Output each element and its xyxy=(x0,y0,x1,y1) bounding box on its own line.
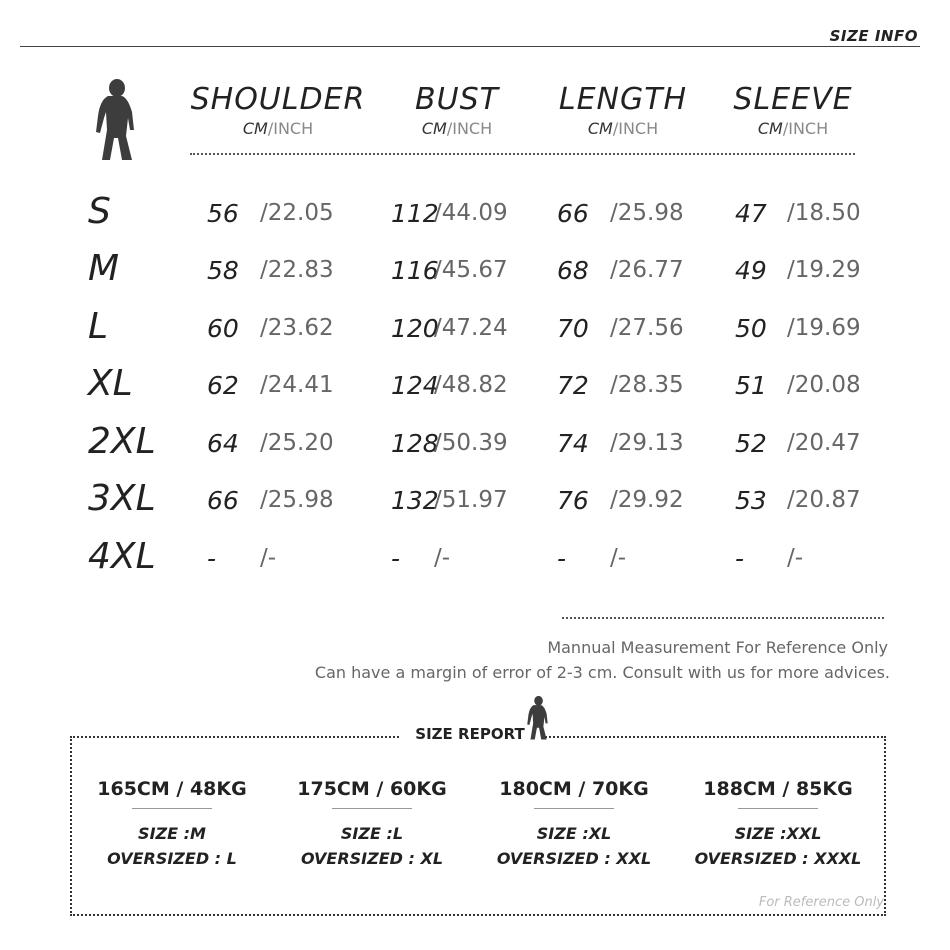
card-divider xyxy=(738,808,818,809)
size-label: S xyxy=(88,191,111,232)
human-silhouette-icon xyxy=(524,694,552,742)
inch-value: /48.82 xyxy=(434,372,508,398)
inch-value: /- xyxy=(610,545,627,571)
human-silhouette-icon xyxy=(90,78,142,162)
inch-value: /20.47 xyxy=(787,430,861,456)
cm-value: 52 xyxy=(735,429,767,458)
size-label: XL xyxy=(88,363,133,404)
cm-value: 50 xyxy=(735,314,767,343)
cm-value: 47 xyxy=(735,199,767,228)
size-report-card xyxy=(688,778,868,871)
oversized-size: OVERSIZED : XXXL xyxy=(694,849,862,868)
recommended-size: SIZE :XL xyxy=(536,824,612,843)
height-weight: 165CM / 48KG xyxy=(97,778,247,800)
oversized-size: OVERSIZED : XXL xyxy=(496,849,652,868)
inch-value: /24.41 xyxy=(260,372,334,398)
inch-value: /22.05 xyxy=(260,200,334,226)
size-report-card xyxy=(282,778,462,871)
column-header-shoulder xyxy=(183,82,373,138)
inch-value: /27.56 xyxy=(610,315,684,341)
inch-value: /19.29 xyxy=(787,257,861,283)
cm-value: 58 xyxy=(207,256,239,285)
inch-value: /23.62 xyxy=(260,315,334,341)
inch-value: /25.98 xyxy=(610,200,684,226)
cm-value: 60 xyxy=(207,314,239,343)
cm-value: - xyxy=(207,544,217,573)
measurement-note: Mannual Measurement For Reference Only xyxy=(547,638,888,657)
cm-value: 116 xyxy=(391,256,439,285)
size-label: 4XL xyxy=(88,536,156,577)
column-name: SHOULDER xyxy=(190,82,366,117)
header-divider xyxy=(20,46,920,47)
height-weight: 180CM / 70KG xyxy=(499,778,649,800)
oversized-size: OVERSIZED : L xyxy=(107,849,237,868)
cm-value: 56 xyxy=(207,199,239,228)
note-dotted-divider xyxy=(562,617,884,619)
inch-value: /- xyxy=(260,545,277,571)
recommended-size: SIZE :XXL xyxy=(734,824,822,843)
cm-value: 70 xyxy=(557,314,589,343)
column-name: BUST xyxy=(415,82,499,117)
size-label: 3XL xyxy=(88,478,156,519)
inch-value: /47.24 xyxy=(434,315,508,341)
cm-value: - xyxy=(557,544,567,573)
size-report-card xyxy=(484,778,664,871)
card-divider xyxy=(132,808,212,809)
inch-value: /- xyxy=(787,545,804,571)
inch-value: /44.09 xyxy=(434,200,508,226)
cm-value: 66 xyxy=(207,486,239,515)
inch-value: /20.87 xyxy=(787,487,861,513)
cm-value: 132 xyxy=(391,486,439,515)
column-unit: CM/INCH xyxy=(242,119,314,138)
inch-value: /26.77 xyxy=(610,257,684,283)
cm-value: 49 xyxy=(735,256,767,285)
inch-value: /18.50 xyxy=(787,200,861,226)
column-header-sleeve xyxy=(698,82,888,138)
cm-value: - xyxy=(735,544,745,573)
inch-value: /25.98 xyxy=(260,487,334,513)
size-label: M xyxy=(88,248,120,289)
cm-value: 68 xyxy=(557,256,589,285)
header-dotted-divider xyxy=(190,153,855,155)
cm-value: 76 xyxy=(557,486,589,515)
cm-value: 64 xyxy=(207,429,239,458)
column-name: LENGTH xyxy=(558,82,688,117)
size-report-title: SIZE REPORT xyxy=(400,725,540,743)
size-label: 2XL xyxy=(88,421,156,462)
reference-footnote: For Reference Only xyxy=(758,895,884,910)
inch-value: /29.92 xyxy=(610,487,684,513)
inch-value: /- xyxy=(434,545,451,571)
inch-value: /25.20 xyxy=(260,430,334,456)
inch-value: /28.35 xyxy=(610,372,684,398)
column-unit: CM/INCH xyxy=(587,119,659,138)
column-unit: CM/INCH xyxy=(421,119,493,138)
cm-value: - xyxy=(391,544,401,573)
inch-value: /50.39 xyxy=(434,430,508,456)
column-name: SLEEVE xyxy=(733,82,853,117)
cm-value: 124 xyxy=(391,371,439,400)
inch-value: /45.67 xyxy=(434,257,508,283)
inch-value: /19.69 xyxy=(787,315,861,341)
recommended-size: SIZE :L xyxy=(340,824,404,843)
inch-value: /51.97 xyxy=(434,487,508,513)
cm-value: 72 xyxy=(557,371,589,400)
cm-value: 53 xyxy=(735,486,767,515)
oversized-size: OVERSIZED : XL xyxy=(300,849,444,868)
card-divider xyxy=(332,808,412,809)
cm-value: 66 xyxy=(557,199,589,228)
size-report-card xyxy=(82,778,262,871)
column-header-length xyxy=(528,82,718,138)
cm-value: 74 xyxy=(557,429,589,458)
column-unit: CM/INCH xyxy=(757,119,829,138)
cm-value: 120 xyxy=(391,314,439,343)
inch-value: /22.83 xyxy=(260,257,334,283)
height-weight: 188CM / 85KG xyxy=(703,778,853,800)
size-label: L xyxy=(88,306,109,347)
inch-value: /29.13 xyxy=(610,430,684,456)
margin-note: Can have a margin of error of 2-3 cm. Consult with us for more advices. xyxy=(314,663,890,682)
cm-value: 62 xyxy=(207,371,239,400)
page-title: SIZE INFO xyxy=(829,27,918,45)
cm-value: 51 xyxy=(735,371,767,400)
inch-value: /20.08 xyxy=(787,372,861,398)
cm-value: 112 xyxy=(391,199,439,228)
cm-value: 128 xyxy=(391,429,439,458)
column-header-bust xyxy=(362,82,552,138)
height-weight: 175CM / 60KG xyxy=(297,778,447,800)
recommended-size: SIZE :M xyxy=(138,824,206,843)
card-divider xyxy=(534,808,614,809)
